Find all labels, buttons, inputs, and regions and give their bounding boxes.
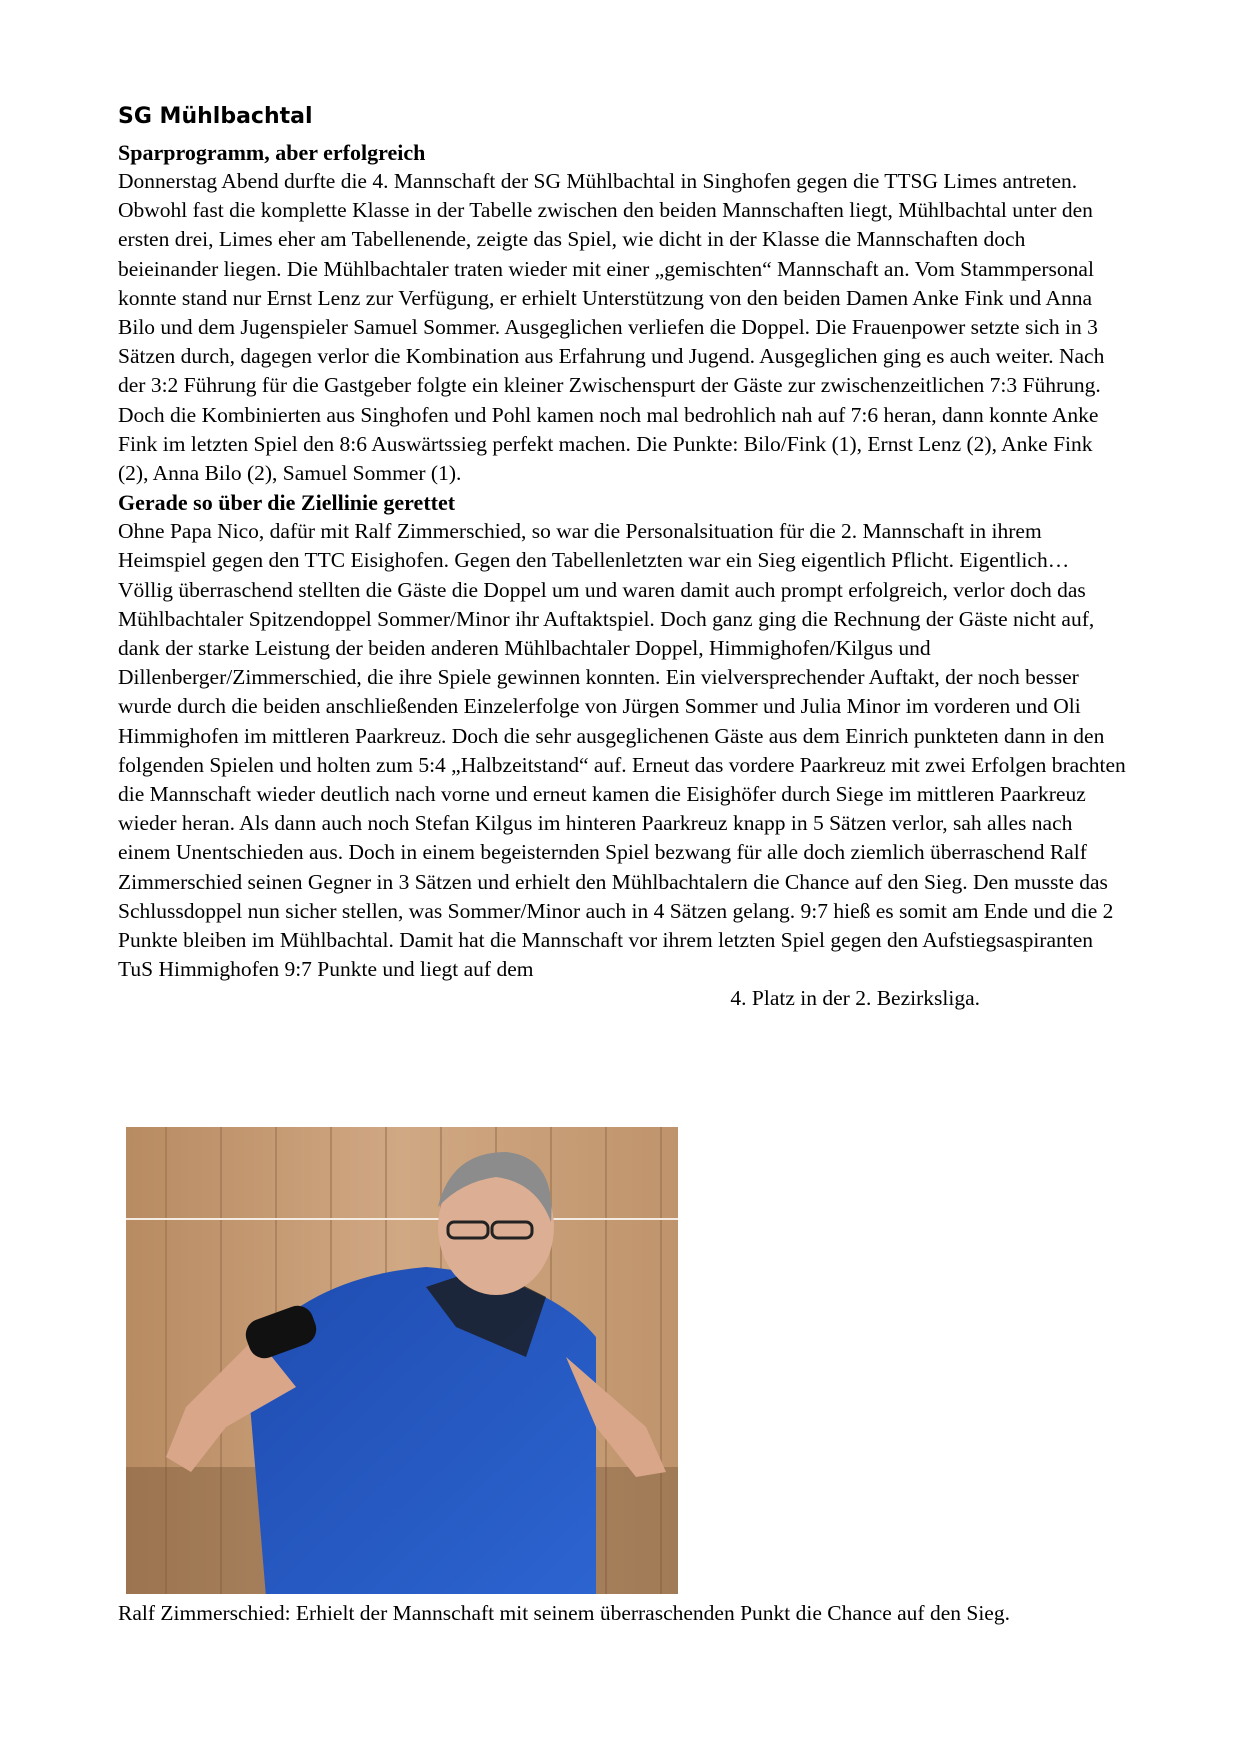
article2-body-end: 4. Platz in der 2. Bezirksliga.	[730, 986, 980, 1011]
article1-body: Donnerstag Abend durfte die 4. Mannschaft der SG Mühlbachtal in Singhofen gegen die TTSG Limes antreten. Obwohl fast die komplette Klasse in der Tabelle zwischen den beiden Mannschaften liegt, Mühlbachtal unter den ersten drei, Limes eher am Tabellenende, zeigte das Spiel, wie dicht in der Klasse die Mannschaften doch beieinander liegen. Die Mühlbachtaler traten wieder mit einer „gemischten“ Mannschaft an. Vom Stammpersonal konnte stand nur Ernst Lenz zur Verfügung, er erhielt Unterstützung von den beiden Damen Anke Fink und Anna Bilo und dem Jugenspieler Samuel Sommer. Ausgeglichen verliefen die Doppel. Die Frauenpower setzte sich in 3 Sätzen durch, dagegen verlor die Kombination aus Erfahrung und Jugend. Ausgeglichen ging es auch weiter. Nach der 3:2 Führung für die Gastgeber folgte ein kleiner Zwischenspurt der Gäste zur zwischenzeitlichen 7:3 Führung. Doch die Kombinierten aus Singhofen und Pohl kamen noch mal bedrohlich nah auf 7:6 heran, dann konnte Anke Fink im letzten Spiel den 8:6 Auswärtssieg perfekt machen. Die Punkte: Bilo/Fink (1), Ernst Lenz (2), Anke Fink (2), Anna Bilo (2), Samuel Sommer (1).	[118, 169, 1105, 486]
player-photo	[126, 1127, 678, 1594]
player-photo-illustration	[126, 1127, 678, 1594]
article2-body: Ohne Papa Nico, dafür mit Ralf Zimmerschied, so war die Personalsituation für die 2. Mannschaft in ihrem Heimspiel gegen den TTC Eisighofen. Gegen den Tabellenletzten war ein Sieg eigentlich Pflicht. Eigentlich… Völlig überraschend stellten die Gäste die Doppel um und waren damit auch prompt erfolgreich, verlor doch das Mühlbachtaler Spitzendoppel Sommer/Minor ihr Auftaktspiel. Doch ganz ging die Rechnung der Gäste nicht auf, dank der starke Leistung der beiden anderen Mühlbachtaler Doppel, Himmighofen/Kilgus und Dillenberger/Zimmerschied, die ihre Spiele gewinnen konnten. Ein vielversprechender Auftakt, der noch besser wurde durch die beiden anschließenden Einzelerfolge von Jürgen Sommer und Julia Minor im vorderen und Oli Himmighofen im mittleren Paarkreuz. Doch die sehr ausgeglichenen Gäste aus dem Einrich punkteten dann in den folgenden Spielen und holten zum 5:4 „Halbzeitstand“ auf. Erneut das vordere Paarkreuz mit zwei Erfolgen brachten die Mannschaft wieder deutlich nach vorne und erneut kamen die Eisighöfer durch Siege im mittleren Paarkreuz wieder heran. Als dann auch noch Stefan Kilgus im hinteren Paarkreuz knapp in 5 Sätzen verlor, sah alles nach einem Unentschieden aus. Doch in einem begeisternden Spiel bezwang für alle doch ziemlich überraschend Ralf Zimmerschied seinen Gegner in 3 Sätzen und erhielt den Mühlbachtalern die Chance auf den Sieg. Den musste das Schlussdoppel nun sicher stellen, was Sommer/Minor auch in 4 Sätzen gelang. 9:7 hieß es somit am Ende und die 2 Punkte bleiben im Mühlbachtal. Damit hat die Mannschaft vor ihrem letzten Spiel gegen den Aufstiegsaspiranten TuS Himmighofen 9:7 Punkte und liegt auf dem	[118, 519, 1126, 982]
article1-headline: Sparprogramm, aber erfolgreich	[118, 140, 426, 165]
club-title: SG Mühlbachtal	[118, 104, 313, 129]
article-content	[118, 102, 1128, 1014]
article2-headline: Gerade so über die Ziellinie gerettet	[118, 490, 456, 516]
photo-caption: Ralf Zimmerschied: Erhielt der Mannschaft mit seinem überraschenden Punkt die Chance auf den Sieg.	[118, 1601, 1010, 1625]
